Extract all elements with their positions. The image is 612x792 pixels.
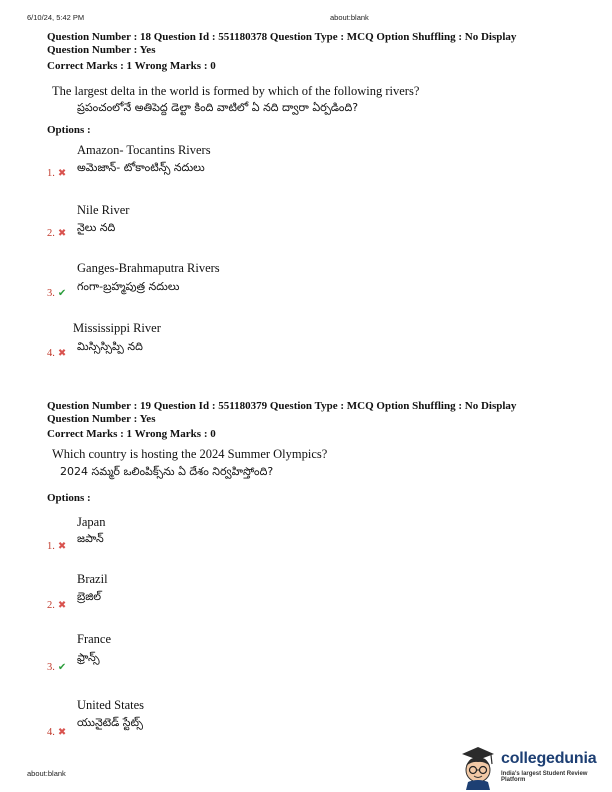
wrong-icon: ✖ bbox=[57, 228, 67, 239]
wrong-icon: ✖ bbox=[57, 541, 67, 552]
question-text-en: Which country is hosting the 2024 Summer Olympics? bbox=[52, 447, 328, 461]
option-text-te: ఫ్రాన్స్ bbox=[77, 651, 100, 664]
option-text-en: Amazon- Tocantins Rivers bbox=[77, 143, 211, 157]
question-text-en: The largest delta in the world is formed by which of the following rivers? bbox=[52, 84, 420, 98]
print-datetime: 6/10/24, 5:42 PM bbox=[27, 13, 85, 22]
question-meta: Question Number : 18 Question Id : 551180378 Question Type : MCQ Option Shuffling : No Display bbox=[47, 31, 517, 43]
mascot-avatar-icon bbox=[458, 744, 498, 790]
question-meta: Question Number : 19 Question Id : 551180379 Question Type : MCQ Option Shuffling : No Display bbox=[47, 400, 517, 412]
options-label: Options : bbox=[47, 124, 91, 136]
print-footer-url: about:blank bbox=[27, 769, 66, 778]
option-text-te: యునైటెడ్ స్టేట్స్ bbox=[77, 716, 143, 729]
option-text-en: United States bbox=[77, 698, 145, 712]
option-text-en: Brazil bbox=[77, 572, 108, 586]
option-text-te: జపాన్ bbox=[77, 532, 104, 545]
wrong-icon: ✖ bbox=[57, 600, 67, 611]
option-number: 2. ✖ bbox=[47, 228, 67, 239]
correct-check-icon: ✔ bbox=[57, 288, 67, 299]
option-number: 1. ✖ bbox=[47, 541, 67, 552]
question-number-display: Question Number : Yes bbox=[47, 44, 156, 56]
option-number: 3. ✔ bbox=[47, 662, 67, 673]
logo-name: collegedunia bbox=[501, 750, 597, 767]
option-text-te: బ్రెజిల్ bbox=[77, 590, 102, 603]
question-marks: Correct Marks : 1 Wrong Marks : 0 bbox=[47, 60, 216, 72]
option-text-te: మిస్సిస్సిప్పి నది bbox=[77, 340, 143, 353]
wrong-icon: ✖ bbox=[57, 727, 67, 738]
question-number-display: Question Number : Yes bbox=[47, 413, 156, 425]
option-text-te: గంగా-బ్రహ్మపుత్ర నదులు bbox=[77, 280, 180, 293]
option-text-en: Ganges-Brahmaputra Rivers bbox=[77, 261, 220, 275]
logo-tagline: India's largest Student Review Platform bbox=[501, 771, 588, 783]
option-number: 1. ✖ bbox=[47, 168, 67, 179]
option-text-en: France bbox=[77, 632, 112, 646]
option-number: 2. ✖ bbox=[47, 600, 67, 611]
option-text-en: Mississippi River bbox=[73, 321, 161, 335]
option-text-en: Nile River bbox=[77, 203, 130, 217]
options-label: Options : bbox=[47, 492, 91, 504]
print-url: about:blank bbox=[330, 13, 369, 22]
option-number: 3. ✔ bbox=[47, 288, 67, 299]
wrong-icon: ✖ bbox=[57, 348, 67, 359]
question-marks: Correct Marks : 1 Wrong Marks : 0 bbox=[47, 428, 216, 440]
correct-check-icon: ✔ bbox=[57, 662, 67, 673]
question-text-te: ప్రపంచంలోనే అతిపెద్ద డెల్టా కింది వాటిలో ఏ నది ద్వారా ఏర్పడింది? bbox=[77, 101, 359, 114]
collegedunia-logo[interactable] bbox=[458, 744, 608, 790]
option-number: 4. ✖ bbox=[47, 348, 67, 359]
wrong-icon: ✖ bbox=[57, 168, 67, 179]
option-number: 4. ✖ bbox=[47, 727, 67, 738]
option-text-te: నైలు నది bbox=[77, 221, 116, 234]
question-text-te: 2024 సమ్మర్ ఒలింపిక్స్‌ను ఏ దేశం నిర్వహిస్తోంది? bbox=[60, 465, 274, 478]
option-text-en: Japan bbox=[77, 515, 106, 529]
option-text-te: అమెజాన్- టోకాంటిన్స్ నదులు bbox=[77, 161, 205, 174]
